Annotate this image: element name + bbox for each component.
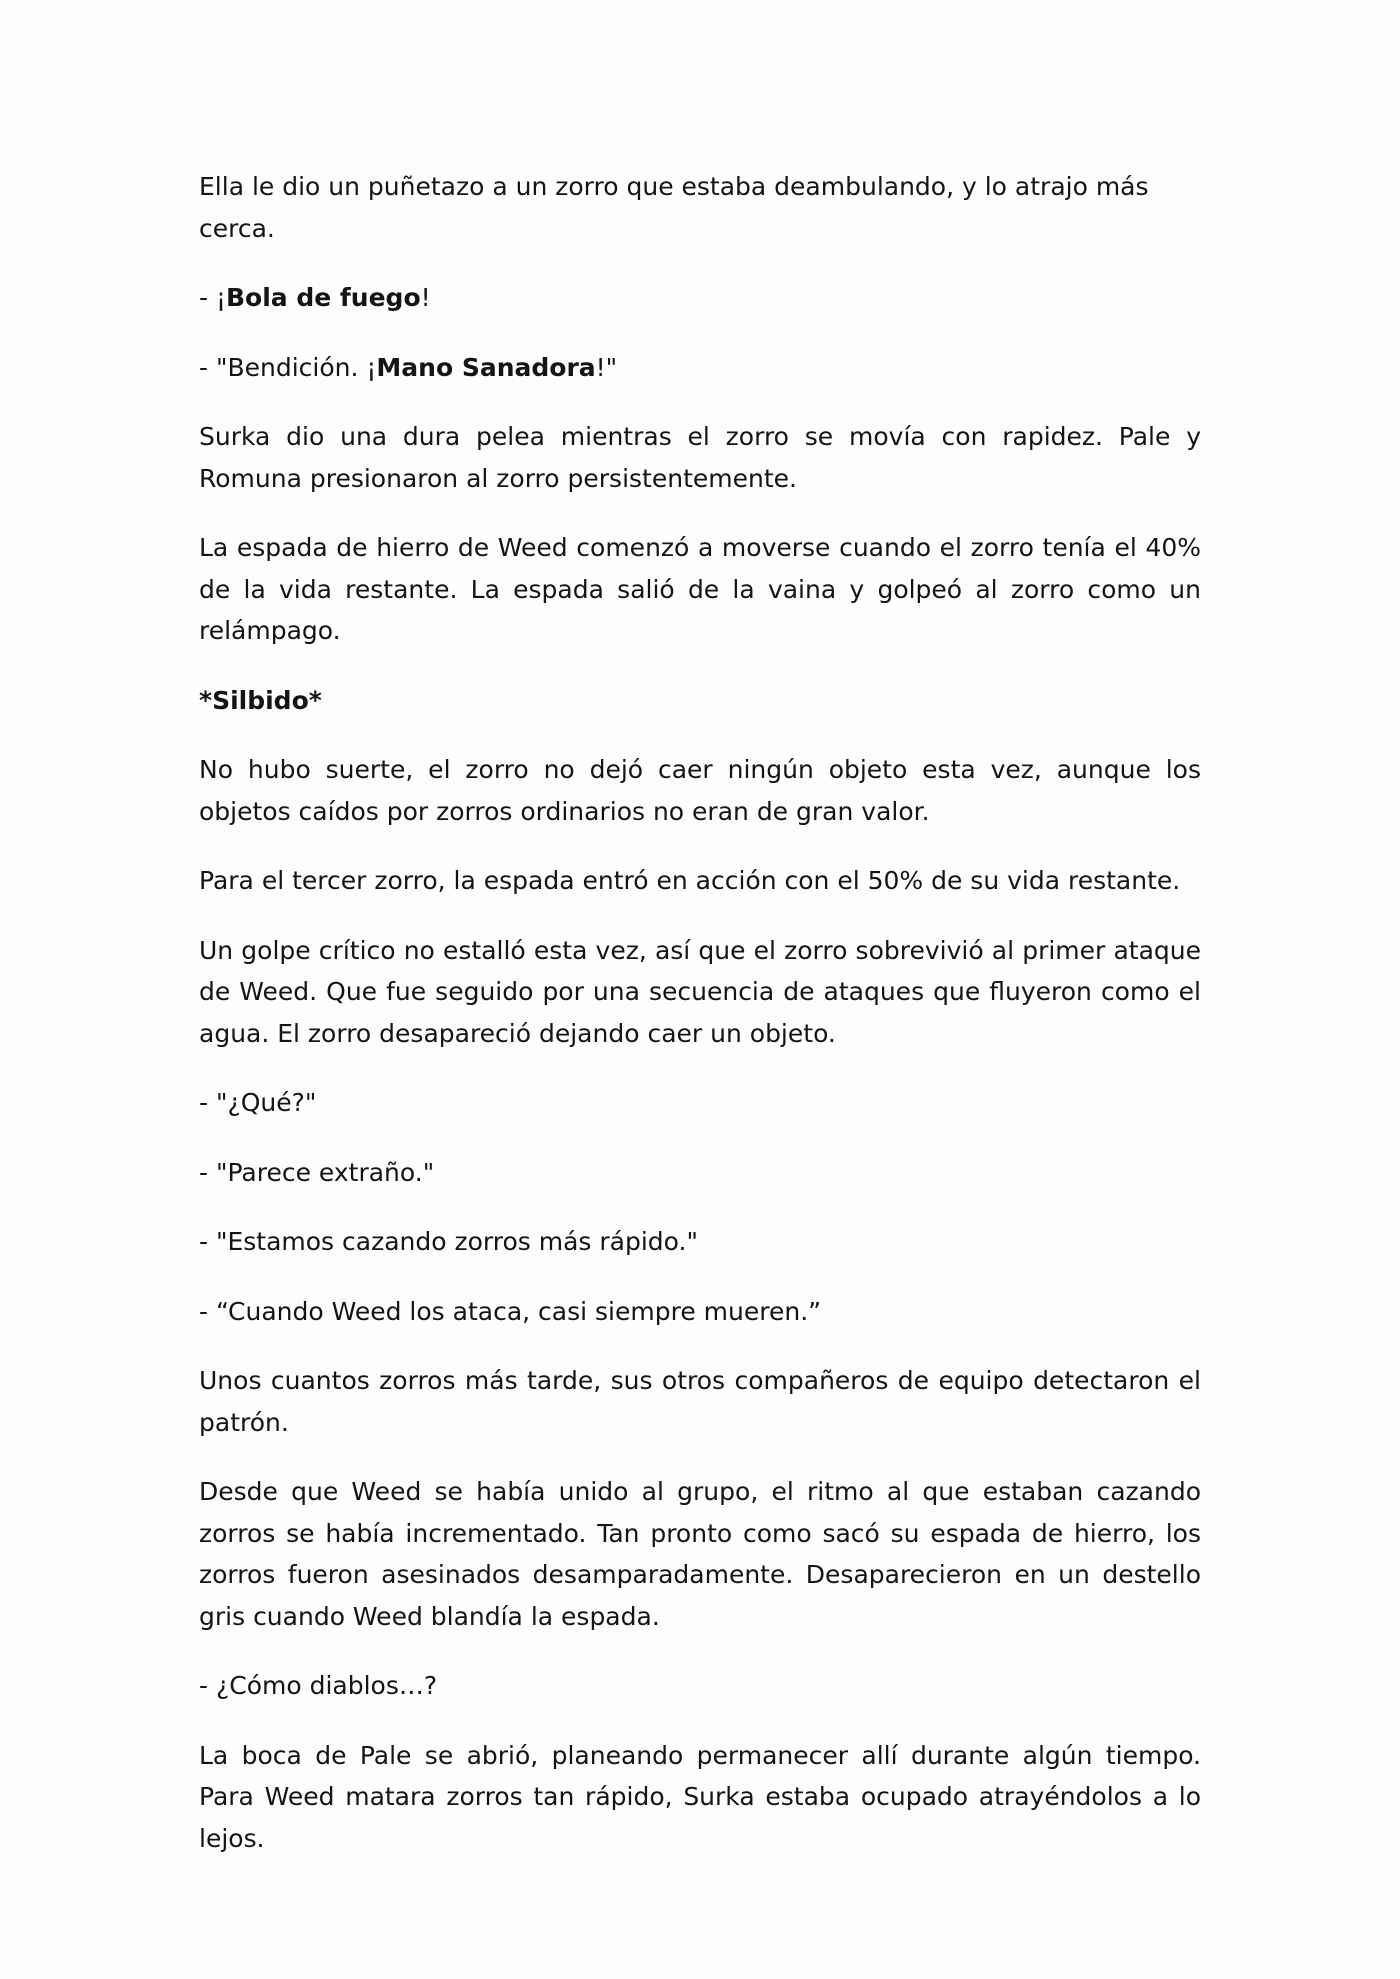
dialogue-line [199, 1152, 1201, 1194]
dialogue-suffix: !" [595, 352, 618, 382]
dialogue-text: - "Estamos cazando zorros más rápido." [199, 1227, 698, 1256]
paragraph-text: Ella le dio un puñetazo a un zorro que estaba deambulando, y lo atrajo más cerca. [199, 172, 1149, 243]
dialogue-prefix: - ¡ [199, 283, 226, 312]
spell-name-bold: Bola de fuego [226, 283, 421, 312]
dialogue-suffix: ! [420, 283, 431, 312]
spell-name-bold: Mano Sanadora [376, 352, 596, 382]
paragraph [199, 930, 1201, 1055]
paragraph-text: No hubo suerte, el zorro no dejó caer ningún objeto esta vez, aunque los objetos caídos por zorros ordinarios no eran de gran valor. [199, 755, 1201, 826]
dialogue-line [199, 347, 1201, 389]
dialogue-text: - "Parece extraño." [199, 1157, 435, 1187]
paragraph [199, 860, 1201, 902]
dialogue-text: - “Cuando Weed los ataca, casi siempre mueren.” [199, 1296, 822, 1326]
document-body [199, 166, 1201, 1887]
dialogue-line [199, 1665, 1201, 1707]
paragraph-text: Para el tercer zorro, la espada entró en acción con el 50% de su vida restante. [199, 866, 1181, 895]
paragraph [199, 166, 1201, 249]
dialogue-prefix: - "Bendición. ¡ [199, 352, 377, 382]
dialogue-line [199, 1082, 1201, 1124]
dialogue-text: - "¿Qué?" [199, 1088, 317, 1117]
dialogue-line [199, 277, 1201, 319]
sound-effect-text: *Silbido* [199, 685, 322, 715]
paragraph-text: La boca de Pale se abrió, planeando permanecer allí durante algún tiempo. Para Weed matara zorros tan rápido, Surka estaba ocupado atrayéndolos a lo lejos. [199, 1740, 1201, 1853]
paragraph [199, 749, 1201, 832]
paragraph-text: Desde que Weed se había unido al grupo, el ritmo al que estaban cazando zorros se había incrementado. Tan pronto como sacó su espada de hierro, los zorros fueron asesinados desamparadamente. Desaparecieron en un destello gris cuando Weed blandía la espada. [199, 1477, 1201, 1631]
sound-effect [199, 680, 1201, 722]
dialogue-text: - ¿Cómo diablos…? [199, 1671, 438, 1700]
dialogue-line [199, 1221, 1201, 1263]
paragraph-text: Surka dio una dura pelea mientras el zorro se movía con rapidez. Pale y Romuna presionaron al zorro persistentemente. [199, 422, 1201, 493]
paragraph [199, 1471, 1201, 1637]
paragraph [199, 1360, 1201, 1443]
paragraph-text: Unos cuantos zorros más tarde, sus otros compañeros de equipo detectaron el patrón. [199, 1366, 1201, 1437]
paragraph [199, 416, 1201, 499]
paragraph-text: Un golpe crítico no estalló esta vez, así que el zorro sobrevivió al primer ataque de Weed. Que fue seguido por una secuencia de ataques que fluyeron como el agua. El zorro desapareció dejando caer un objeto. [199, 935, 1201, 1048]
paragraph-text: La espada de hierro de Weed comenzó a moverse cuando el zorro tenía el 40% de la vida restante. La espada salió de la vaina y golpeó al zorro como un relámpago. [199, 533, 1201, 645]
paragraph [199, 1735, 1201, 1860]
dialogue-line [199, 1291, 1201, 1333]
paragraph [199, 527, 1201, 652]
